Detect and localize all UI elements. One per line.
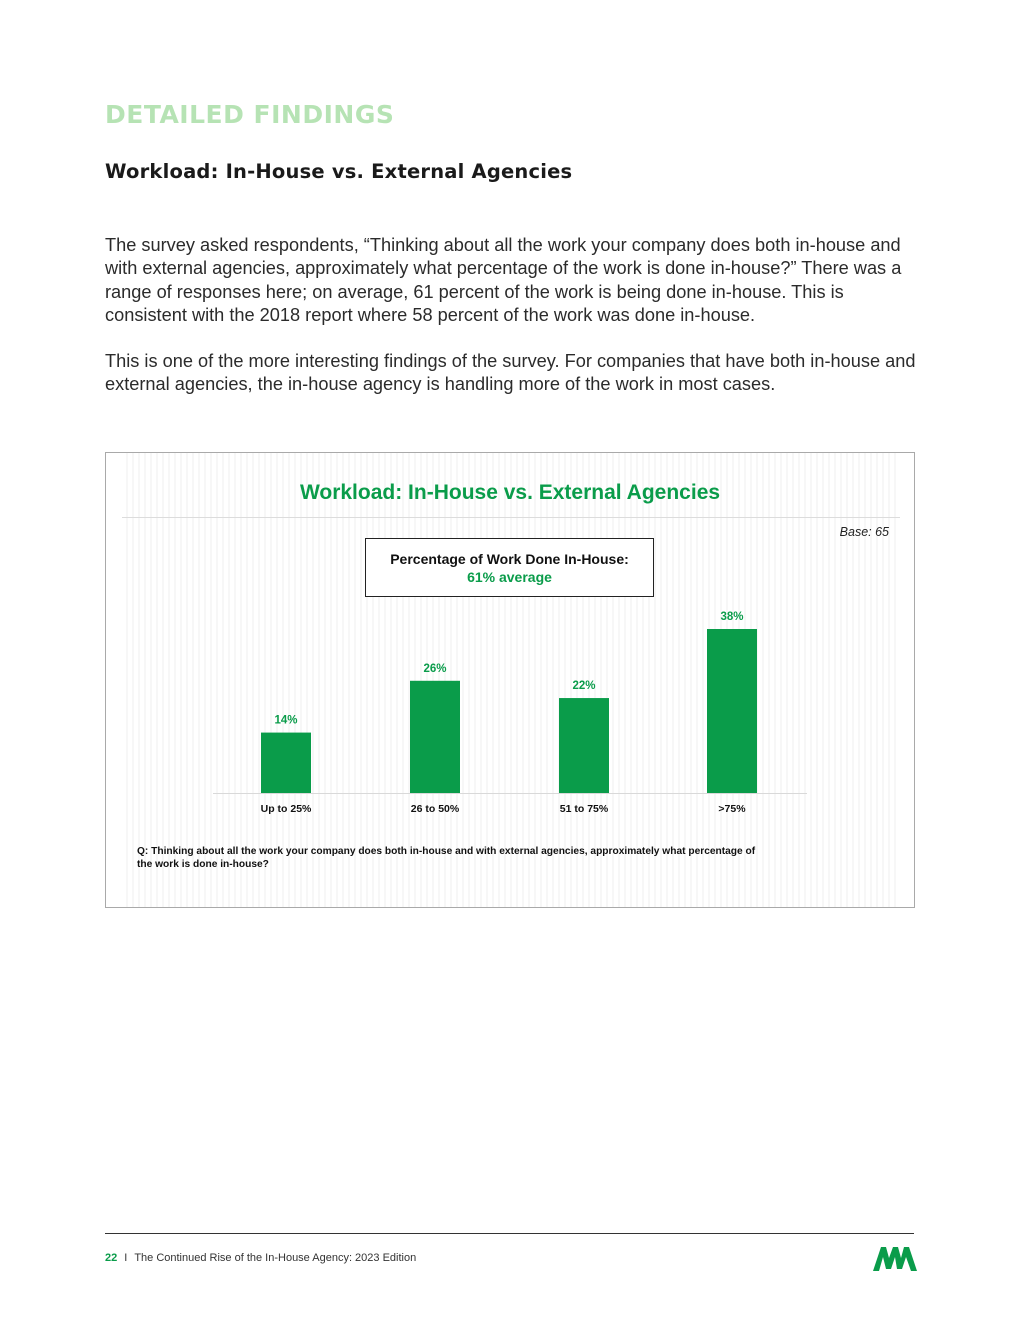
ana-logo: [873, 1245, 917, 1273]
footer-divider: [105, 1233, 914, 1234]
page-footer: [105, 1252, 416, 1264]
bar-1: [261, 733, 311, 793]
bar-chart: [106, 453, 914, 907]
x-tick-label: 51 to 75%: [559, 803, 609, 815]
page-number: 22: [105, 1252, 118, 1264]
document-title: The Continued Rise of the In-House Agency: 2023 Edition: [134, 1252, 417, 1264]
bar-value-label: 22%: [572, 680, 596, 693]
bar-2: [410, 681, 460, 793]
chart-question-footnote: Q: Thinking about all the work your company does both in-house and with external agencies, approximately what percentage of the work is done in-house?: [137, 846, 756, 870]
average-callout-value: 61% average: [467, 569, 552, 585]
chart-title: Workload: In-House vs. External Agencies: [299, 481, 721, 504]
bar-value-label: 26%: [423, 662, 447, 675]
x-tick-label: >75%: [718, 803, 746, 815]
bar-value-label: 38%: [720, 611, 744, 623]
footer-separator: I: [124, 1252, 128, 1264]
x-tick-label: 26 to 50%: [410, 803, 460, 815]
chart-base-note: Base: 65: [839, 525, 889, 539]
body-paragraph-1: The survey asked respondents, “Thinking about all the work your company does both in-house and with external agencies, approximately what percentage of the work is done in-house?” There was a range of responses here; on average, 61 percent of the work is being done in-house. This is consistent with the 2018 report where 58 percent of the work was done in-house.: [105, 235, 902, 326]
section-label: DETAILED FINDINGS: [105, 100, 395, 129]
bar-4: [707, 629, 757, 793]
average-callout-label: Percentage of Work Done In-House:: [390, 551, 629, 567]
bar-value-label: 14%: [274, 714, 298, 727]
section-subheading: Workload: In-House vs. External Agencies: [105, 160, 573, 183]
bar-3: [559, 698, 609, 793]
chart-figure: [105, 452, 915, 908]
body-paragraph-2: This is one of the more interesting findings of the survey. For companies that have both in-house and external agencies, the in-house agency is handling more of the work in most cases.: [105, 351, 916, 395]
x-tick-label: Up to 25%: [260, 803, 312, 815]
